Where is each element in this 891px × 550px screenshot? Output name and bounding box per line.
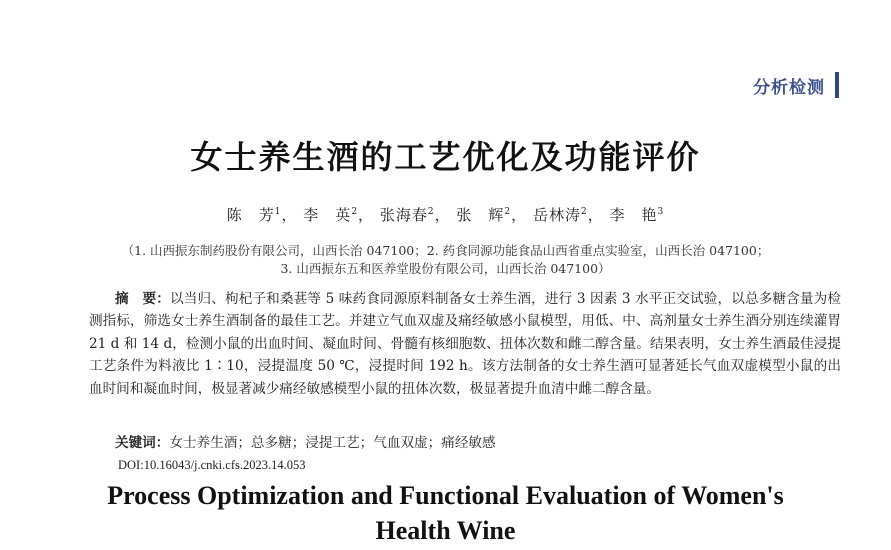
- chinese-title: 女士养生酒的工艺优化及功能评价: [190, 138, 701, 176]
- author-name: 岳林涛: [532, 206, 581, 224]
- author-affiliation-mark: 2: [580, 207, 588, 217]
- author-affiliation-mark: 2: [504, 207, 512, 217]
- keywords: [115, 431, 496, 451]
- author-name: 张 辉: [456, 206, 505, 224]
- english-title: [0, 478, 891, 548]
- author-affiliation-mark: 1: [274, 207, 282, 217]
- author-name: 陈 芳: [226, 206, 275, 224]
- author-affiliation-mark: 2: [427, 207, 435, 217]
- author-name: 李 英: [303, 206, 352, 224]
- section-tag-label: 分析检测: [753, 77, 825, 98]
- english-title-line-1: Process Optimization and Functional Evaluation of Women's: [107, 481, 784, 510]
- author-separator: ，: [281, 206, 298, 224]
- section-tag: [753, 72, 839, 98]
- section-tag-bar: [835, 72, 839, 98]
- author-separator: ，: [358, 206, 375, 224]
- abstract-label: 摘 要：: [115, 291, 170, 307]
- keywords-text: 女士养生酒；总多糖；浸提工艺；气血双虚；痛经敏感: [169, 435, 496, 451]
- abstract-text: 以当归、枸杞子和桑葚等 5 味药食同源原料制备女士养生酒，进行 3 因素 3 水平正交试验，以总多糖含量为检测指标，筛选女士养生酒制备的最佳工艺。并建立气血双虚及痛经敏感小鼠模型，用低、中、高剂量女士养生酒分别连续灌胃 21 d 和 14 d，检测小鼠的出血时间、凝血时间、骨髓有核细胞数、扭体次数和雌二醇含量。结果表明，女士养生酒最佳浸提工艺条件为料液比 1∶10，浸提温度 50 ℃，浸提时间 192 h。该方法制备的女士养生酒可显著延长气血双虚模型小鼠的出血时间和凝血时间，极显著减少痛经敏感模型小鼠的扭体次数，极显著提升血清中雌二醇含量。: [89, 291, 842, 397]
- author-name: 张海春: [379, 206, 428, 224]
- author-list: [0, 204, 891, 225]
- affiliation-line-1: （1. 山西振东制药股份有限公司，山西长治 047100；2. 药食同源功能食品山西省重点实验室，山西长治 047100；: [121, 243, 770, 258]
- affiliation-line-2: 3. 山西振东五和医养堂股份有限公司，山西长治 047100）: [280, 261, 611, 276]
- author-separator: ，: [434, 206, 451, 224]
- author-affiliation-mark: 2: [351, 207, 359, 217]
- author-separator: ，: [587, 206, 604, 224]
- author-separator: ，: [511, 206, 528, 224]
- keywords-label: 关键词：: [115, 435, 170, 451]
- english-title-line-2: Health Wine: [375, 516, 516, 545]
- doi[interactable]: DOI:10.16043/j.cnki.cfs.2023.14.053: [118, 458, 306, 472]
- author-affiliation-mark: 3: [657, 207, 665, 217]
- abstract: [89, 288, 841, 400]
- author-name: 李 艳: [609, 206, 658, 224]
